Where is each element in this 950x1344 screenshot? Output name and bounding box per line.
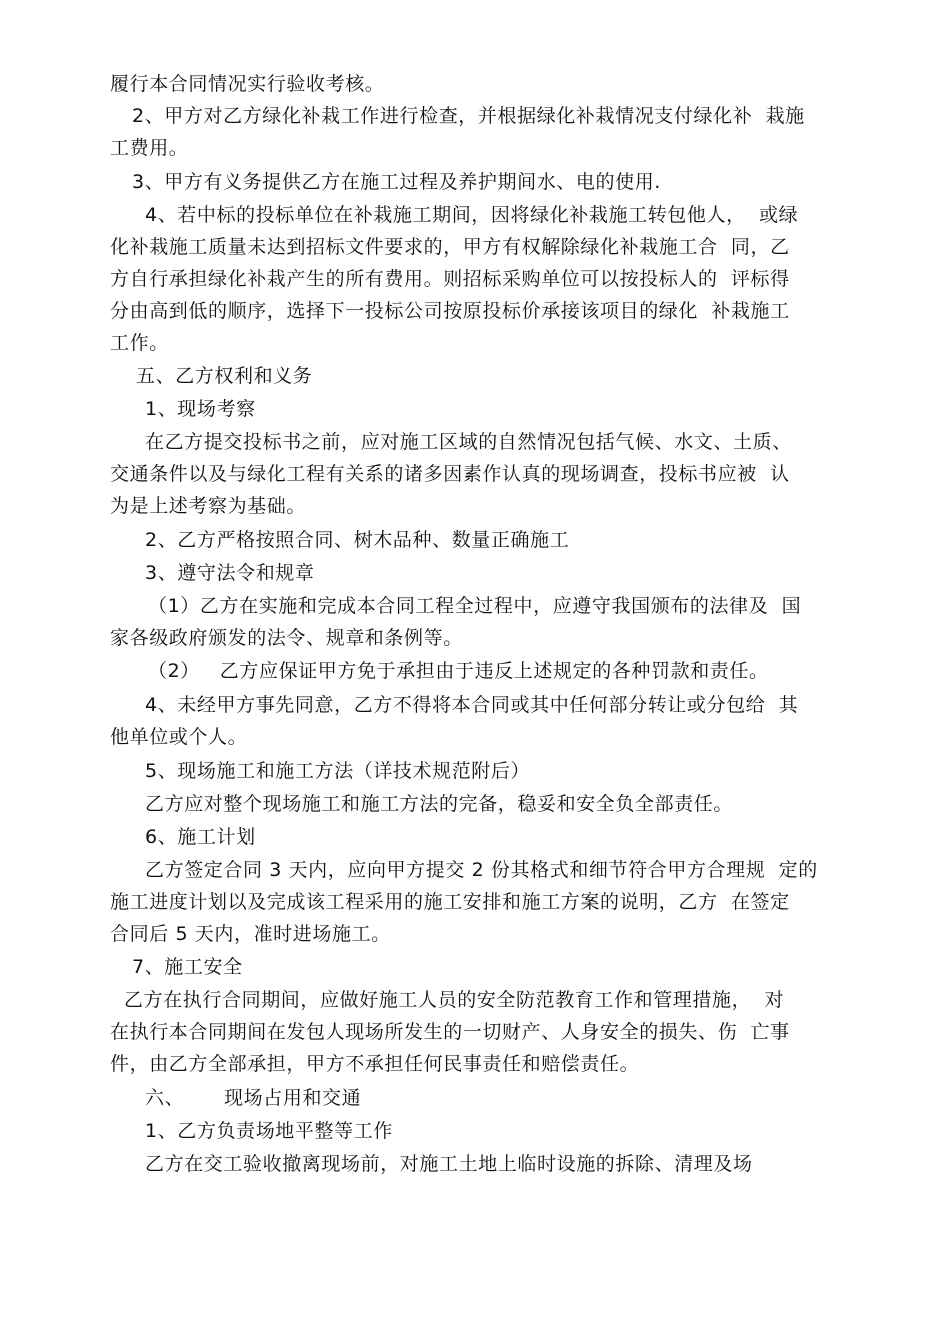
text-line: 乙方应对整个现场施工和施工方法的完备，稳妥和安全负全部责任。 — [145, 793, 734, 815]
text-line: 方自行承担绿化补栽产生的所有费用。则招标采购单位可以按投标人的 评标得 — [110, 268, 790, 290]
text-line: 他单位或个人。 — [110, 726, 248, 748]
text-line: 4、未经甲方事先同意，乙方不得将本合同或其中任何部分转让或分包给 其 — [145, 694, 799, 716]
text-line: 3、甲方有义务提供乙方在施工过程及养护期间水、电的使用. — [132, 171, 661, 193]
section-heading: 五、乙方权利和义务 — [136, 365, 313, 387]
text-line: （1）乙方在实施和完成本合同工程全过程中，应遵守我国颁布的法律及 国 — [148, 595, 802, 617]
text-line: 为是上述考察为基础。 — [110, 495, 307, 517]
text-line: 乙方在交工验收撤离现场前，对施工土地上临时设施的拆除、清理及场 — [145, 1153, 753, 1175]
text-line: 履行本合同情况实行验收考核。 — [110, 73, 385, 95]
text-line: 工费用。 — [110, 137, 189, 159]
text-line: 在乙方提交投标书之前，应对施工区域的自然情况包括气候、水文、土质、 — [145, 431, 792, 453]
text-line: 乙方在执行合同期间，应做好施工人员的安全防范教育工作和管理措施， 对 — [124, 989, 785, 1011]
subsection-heading: 3、遵守法令和规章 — [145, 562, 315, 584]
text-line: 件，由乙方全部承担，甲方不承担任何民事责任和赔偿责任。 — [110, 1053, 640, 1075]
text-line: 施工进度计划以及完成该工程采用的施工安排和施工方案的说明，乙方 在签定 — [110, 891, 790, 913]
subsection-heading: 1、现场考察 — [145, 398, 256, 420]
subsection-heading: 2、乙方严格按照合同、树木品种、数量正确施工 — [145, 529, 570, 551]
text-line: 乙方签定合同 3 天内，应向甲方提交 2 份其格式和细节符合甲方合理规 定的 — [145, 859, 818, 881]
subsection-heading: 1、乙方负责场地平整等工作 — [145, 1120, 393, 1142]
text-line: 在执行本合同期间在发包人现场所发生的一切财产、人身安全的损失、伤 亡事 — [110, 1021, 790, 1043]
text-line: 化补栽施工质量未达到招标文件要求的，甲方有权解除绿化补栽施工合 同，乙 — [110, 236, 790, 258]
subsection-heading: 7、施工安全 — [132, 956, 243, 978]
subsection-heading: 6、施工计划 — [145, 826, 256, 848]
text-line: 2、甲方对乙方绿化补栽工作进行检查，并根据绿化补栽情况支付绿化补 栽施 — [132, 105, 805, 127]
section-heading: 六、 现场占用和交通 — [145, 1087, 362, 1109]
text-line: 合同后 5 天内，准时进场施工。 — [110, 923, 391, 945]
text-line: 家各级政府颁发的法令、规章和条例等。 — [110, 627, 463, 649]
text-line: 交通条件以及与绿化工程有关系的诸多因素作认真的现场调查，投标书应被 认 — [110, 463, 790, 485]
subsection-heading: 5、现场施工和施工方法（详技术规范附后） — [145, 760, 531, 782]
text-line: （2） 乙方应保证甲方免于承担由于违反上述规定的各种罚款和责任。 — [148, 660, 769, 682]
text-line: 分由高到低的顺序，选择下一投标公司按原投标价承接该项目的绿化 补栽施工 — [110, 300, 790, 322]
text-line: 4、若中标的投标单位在补栽施工期间，因将绿化补栽施工转包他人， 或绿 — [145, 204, 799, 226]
text-line: 工作。 — [110, 332, 169, 354]
